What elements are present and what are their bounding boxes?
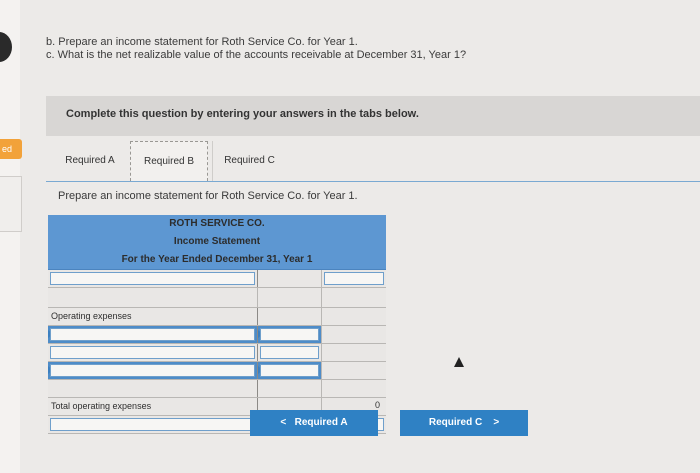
expense-1-label-input[interactable]: [50, 328, 255, 341]
expense-2-label-input[interactable]: [50, 346, 255, 359]
net-income-label-input[interactable]: [50, 418, 255, 431]
table-row: [48, 344, 386, 362]
expense-2-amount-input[interactable]: [260, 346, 319, 359]
empty-cell: [48, 380, 258, 397]
empty-cell: [258, 380, 322, 397]
table-row: [48, 308, 386, 326]
table-row: [48, 270, 386, 288]
revenue-amount-input[interactable]: [324, 272, 384, 285]
empty-cell: [258, 288, 322, 307]
tab-underline: [46, 181, 700, 182]
tab-required-b[interactable]: Required B: [130, 141, 208, 181]
expense-3-label-input[interactable]: [50, 364, 255, 377]
chevron-right-icon: >: [493, 417, 500, 428]
left-sidebar: [0, 0, 20, 473]
banner-text: Complete this question by entering your answers in the tabs below.: [66, 108, 419, 120]
next-required-c-button[interactable]: [400, 410, 528, 436]
table-row: [48, 288, 386, 308]
statement-period: For the Year Ended December 31, Year 1: [121, 254, 313, 265]
empty-cell: [322, 362, 386, 379]
instruction-c: c. What is the net realizable value of the accounts receivable at December 31, Year 1?: [46, 49, 467, 61]
spacer-cell: [48, 288, 258, 307]
left-panel-box: [0, 176, 22, 232]
next-button-label: Required C: [428, 417, 483, 428]
table-row: [48, 380, 386, 398]
empty-cell: [322, 308, 386, 325]
empty-cell: [322, 326, 386, 343]
table-row: [48, 362, 386, 380]
expense-1-amount-input[interactable]: [260, 328, 319, 341]
instructions-banner: [46, 96, 700, 136]
revenue-label-input[interactable]: [50, 272, 255, 285]
empty-cell: [258, 308, 322, 325]
operating-expenses-label: Operating expenses: [48, 308, 258, 325]
mouse-cursor-icon: [454, 357, 464, 367]
instruction-b: b. Prepare an income statement for Roth Service Co. for Year 1.: [46, 36, 358, 48]
empty-cell: [322, 380, 386, 397]
table-row: [48, 326, 386, 344]
question-instructions: [46, 36, 466, 62]
statement-title: Income Statement: [173, 236, 261, 247]
empty-cell: [322, 288, 386, 307]
tab-required-c[interactable]: Required C: [212, 141, 286, 181]
prev-button-label: Required A: [294, 417, 348, 428]
left-status-tag: ed: [0, 139, 22, 159]
tab-required-a[interactable]: Required A: [65, 155, 115, 166]
income-statement: [48, 215, 386, 434]
empty-cell: [322, 344, 386, 361]
company-name: ROTH SERVICE CO.: [169, 218, 265, 229]
expense-3-amount-input[interactable]: [260, 364, 319, 377]
tab-bar: [46, 141, 700, 181]
tab-prompt: Prepare an income statement for Roth Service Co. for Year 1.: [58, 190, 358, 202]
total-operating-expenses-value: 0: [374, 400, 380, 410]
total-operating-expenses-label: Total operating expenses: [48, 398, 258, 415]
chevron-left-icon: <: [280, 417, 287, 428]
statement-header: [48, 215, 386, 270]
empty-cell: [258, 270, 322, 287]
previous-required-a-button[interactable]: [250, 410, 378, 436]
